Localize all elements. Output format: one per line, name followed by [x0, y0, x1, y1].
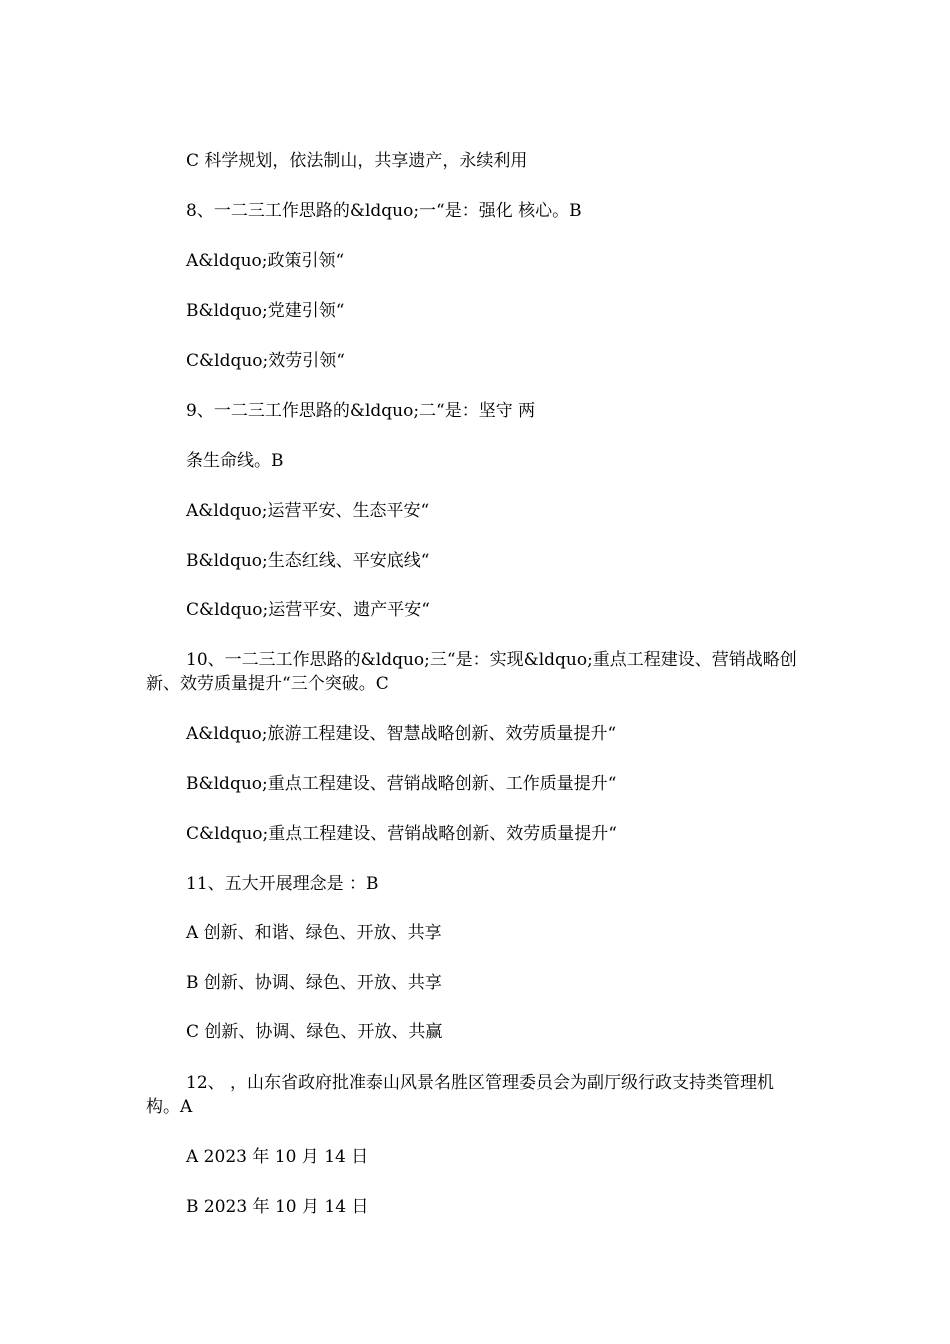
question-9: 9、一二三工作思路的&ldquo;二“是：坚守 两 [186, 401, 536, 421]
option-a-q11: A 创新、和谐、绿色、开放、共享 [186, 923, 442, 943]
option-b-q11: B 创新、协调、绿色、开放、共享 [186, 973, 442, 993]
option-c-q11: C 创新、协调、绿色、开放、共赢 [186, 1022, 443, 1042]
option-a-q9: A&ldquo;运营平安、生态平安“ [186, 501, 430, 521]
option-b-q9: B&ldquo;生态红线、平安底线“ [186, 551, 430, 571]
option-c-q8: C&ldquo;效劳引领“ [186, 351, 345, 371]
question-9-continued: 条生命线。B [186, 451, 284, 471]
option-a-q8: A&ldquo;政策引领“ [186, 251, 345, 271]
option-a-q12: A 2023 年 10 月 14 日 [186, 1147, 369, 1167]
option-a-q10: A&ldquo;旅游工程建设、智慧战略创新、效劳质量提升“ [186, 724, 617, 744]
option-b-q10: B&ldquo;重点工程建设、营销战略创新、工作质量提升“ [186, 774, 617, 794]
option-b-q8: B&ldquo;党建引领“ [186, 301, 345, 321]
option-c-q10: C&ldquo;重点工程建设、营销战略创新、效劳质量提升“ [186, 824, 617, 844]
question-11: 11、五大开展理念是 ：B [186, 874, 379, 894]
question-8: 8、一二三工作思路的&ldquo;一“是：强化 核心。B [186, 201, 582, 221]
question-12: 12、 ，山东省政府批准泰山风景名胜区管理委员会为副厅级行政支持类管理机构。A [146, 1073, 775, 1117]
option-c-q9: C&ldquo;运营平安、遗产平安“ [186, 600, 430, 620]
question-10: 10、一二三工作思路的&ldquo;三“是：实现&ldquo;重点工程建设、营销战略创新、效劳质量提升“三个突破。C [146, 650, 797, 694]
option-b-q12: B 2023 年 10 月 14 日 [186, 1197, 369, 1217]
option-c-q7: C 科学规划，依法制山，共享遗产，永续利用 [186, 151, 528, 171]
